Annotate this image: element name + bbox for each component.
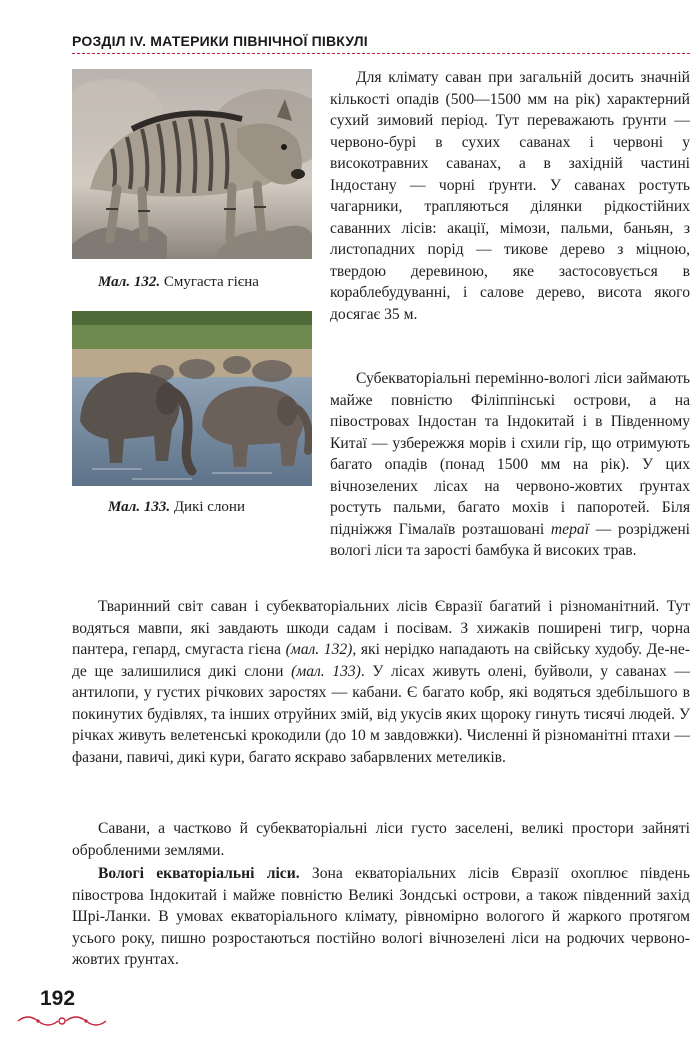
elephants-photo xyxy=(72,311,312,486)
figure-133-label: Мал. 133. xyxy=(108,499,171,515)
figure-133-text: Дикі слони xyxy=(170,499,245,515)
p3-text-a: Тваринний світ саван і субекваторіальних лісів Євразії багатий і різноманітний. Тут водяться мавпи, які завдають шкоди садам і посівам. З хижаків поширені тигр, чорна пантера, гепард, смугаста гієна xyxy=(72,598,690,658)
paragraph-settlement: Савани, а частково й субекваторіальні ліси густо заселені, великі простори зайняті обробленими землями. xyxy=(72,820,690,859)
paragraph-equatorial-forests xyxy=(72,863,690,971)
ref-figure-133: (мал. 133) xyxy=(291,662,361,680)
header-divider xyxy=(72,53,690,54)
section-heading-equatorial: Вологі екваторіальні ліси. xyxy=(98,865,300,882)
paragraph-fauna xyxy=(72,596,690,768)
ornament-flourish-icon xyxy=(14,1012,110,1035)
paragraph-savanna-climate: Для клімату саван при загальній досить значній кількості опадів (500—1500 мм на рік) характерний сухий зимовий період. Тут переважають ґрунти — червоно-бурі в сухих саванах і червоні у високотравних саванах, а в західній частині Індостану — чорні ґрунти. У саванах ростуть чагарники, трапляються ділянки рідкостійних саванних лісів: акації, мімози, пальми, баньян, з листопадних порід — тикове дерево з міцною, твердою деревиною, яке застосовується в кораблебудуванні, і салове дерево, висота якого досягає 35 м. xyxy=(330,69,690,323)
page-number: 192 xyxy=(40,987,76,1010)
figure-132-caption xyxy=(98,274,259,291)
figure-132-text: Смугаста гієна xyxy=(160,274,259,290)
p5-text: Зона екваторіальних лісів Євразії охоплює південь півострова Індокитай і майже повністю Великі Зондські острови, а також південний захід Шрі-Ланки. В умовах екваторіального клімату, рівномірно вологого й жаркого протягом усього року, пишно розростаються постійно вологі вічнозелені ліси на родючих червоно-жовтих ґрунтах. xyxy=(72,865,691,968)
term-terai: тераї xyxy=(550,520,590,538)
p3-text-c: . У лісах живуть олені, буйволи, у саванах — антилопи, у густих річкових заростях — кабани. Є багато кобр, які водяться здебільшого в покинутих будівлях, та інших отруйних змій, від укусів яких щороку гинуть тисячі людей. У річках живуть велетенські крокодили (до 10 м завдовжки). Численні й різноманітні птахи — фазани, павичі, дикі кури, багато яскраво забарвлених метеликів. xyxy=(72,662,690,766)
p2-text-start: Субекваторіальні перемінно-вологі ліси займають майже повністю Філіппінські острови, а на півостровах Індостан та Індокитай і в Південному Китаї — узбережжя морів і схили гір, що отримують багато опадів (понад 1500 мм на рік). У цих вічнозелених лісах на червоно-жовтих ґрунтах ростуть пальми, багато мохів і папоротей. Біля підніжжя Гімалаїв розташовані xyxy=(330,370,690,538)
ref-figure-132: (мал. 132) xyxy=(285,641,353,658)
figure-132-label: Мал. 132. xyxy=(98,274,161,290)
hyena-photo xyxy=(72,69,312,259)
p2-text-end: — розріджені вологі ліси та зарості бамбука й високих трав. xyxy=(330,520,691,559)
p3-text-b: , які нерідко нападають на свійську худобу. Де-не-де ще залишилися дикі слони xyxy=(72,641,690,680)
page-header: РОЗДІЛ IV. МАТЕРИКИ ПІВНІЧНОЇ ПІВКУЛІ xyxy=(72,33,368,49)
figure-133-caption xyxy=(108,499,245,516)
paragraph-subequatorial-forests xyxy=(330,368,690,562)
